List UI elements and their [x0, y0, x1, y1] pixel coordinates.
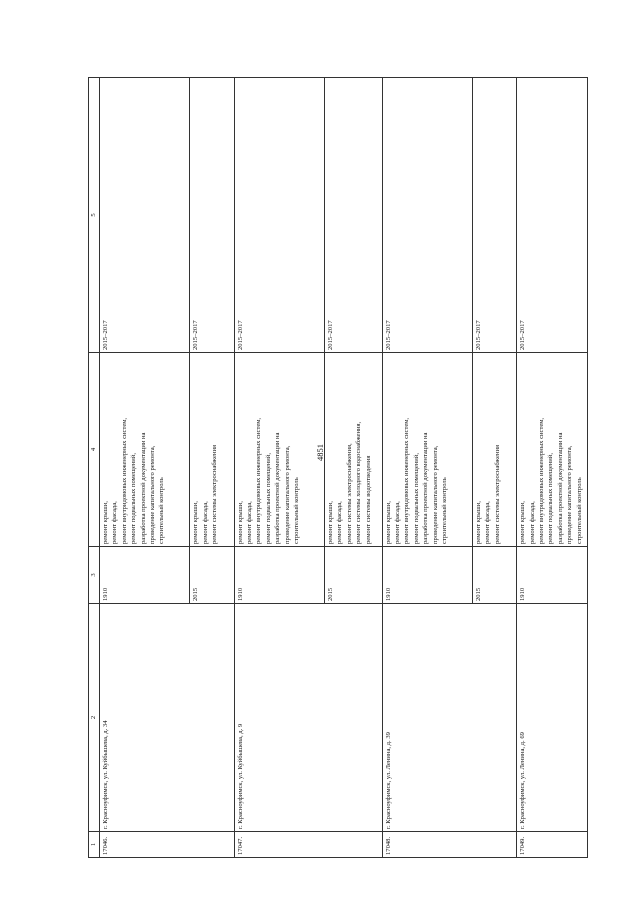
header-cell: 4 — [89, 353, 100, 547]
work-item: ремонт внутридомовых инженерных систем, — [403, 417, 411, 544]
works-cell — [517, 353, 588, 547]
work-item: ремонт подвальных помещений, — [547, 453, 555, 544]
works-cell — [473, 353, 517, 547]
year-cell: 1910 — [382, 547, 472, 604]
work-item: ремонт крыши, — [236, 501, 244, 544]
works-cell — [234, 353, 324, 547]
year-cell: 1910 — [234, 547, 324, 604]
work-item: разработка проектной документации на — [556, 432, 564, 544]
period-cell: 2015–2017 — [190, 78, 234, 353]
period-cell: 2015–2017 — [382, 78, 472, 353]
work-item: проведение капитального ремонта, — [431, 445, 439, 544]
table-row — [100, 78, 190, 858]
row-number-cell: 17046. — [100, 832, 235, 858]
address-cell: г. Красноуфимск, ул. Куйбышева, д. 34 — [100, 604, 235, 832]
work-item: ремонт фасада, — [201, 501, 209, 544]
work-item: проведение капитального ремонта, — [566, 445, 574, 544]
row-number-cell: 17048. — [382, 832, 517, 858]
period-cell: 2015–2017 — [517, 78, 588, 353]
table-row — [382, 78, 472, 858]
work-item: ремонт системы водоотведения — [364, 455, 372, 544]
work-item: проведение капитального ремонта, — [283, 445, 291, 544]
work-item: ремонт крыши, — [102, 501, 109, 544]
work-item: ремонт внутридомовых инженерных систем, — [255, 417, 263, 544]
address-cell: г. Красноуфимск, ул. Ленина, д. 69 — [517, 604, 588, 832]
year-cell: 2015 — [473, 547, 517, 604]
address-cell: г. Красноуфимск, ул. Куйбышева, д. 9 — [234, 604, 382, 832]
work-item: строительный контроль — [158, 477, 166, 544]
work-item: ремонт подвальных помещений, — [130, 453, 138, 544]
work-item: ремонт фасада, — [246, 501, 254, 544]
header-cell: 1 — [89, 832, 100, 858]
work-item: ремонт фасада, — [394, 501, 402, 544]
period-cell: 2015–2017 — [234, 78, 324, 353]
header-row — [89, 78, 100, 858]
table-body — [100, 78, 588, 858]
works-cell — [325, 353, 383, 547]
work-item: ремонт системы электроснабжения — [211, 444, 219, 544]
work-item: ремонт крыши, — [192, 501, 200, 544]
work-item: разработка проектной документации на — [422, 432, 430, 544]
work-item: ремонт крыши, — [475, 501, 483, 544]
year-cell: 1910 — [517, 547, 588, 604]
row-number-cell: 17049. — [517, 832, 588, 858]
table-row — [517, 78, 588, 858]
work-item: разработка проектной документации на — [139, 432, 147, 544]
work-item: строительный контроль — [293, 477, 301, 544]
address-cell: г. Красноуфимск, ул. Ленина, д. 39 — [382, 604, 517, 832]
work-item: ремонт фасада, — [336, 501, 344, 544]
table-row — [234, 78, 324, 858]
period-cell: 2015–2017 — [473, 78, 517, 353]
work-item: ремонт внутридомовых инженерных систем, — [120, 417, 128, 544]
rotated-table-container — [88, 78, 588, 858]
work-item: ремонт крыши, — [519, 501, 527, 544]
header-cell: 5 — [89, 78, 100, 353]
work-item: ремонт фасада, — [484, 501, 492, 544]
year-cell: 2015 — [325, 547, 383, 604]
work-item: ремонт крыши, — [327, 501, 335, 544]
work-item: ремонт крыши, — [384, 501, 392, 544]
period-cell: 2015–2017 — [325, 78, 383, 353]
header-cell: 3 — [89, 547, 100, 604]
work-item: строительный контроль — [441, 477, 449, 544]
work-item: ремонт внутридомовых инженерных систем, — [538, 417, 546, 544]
works-cell — [100, 353, 190, 547]
work-item: проведение капитального ремонта, — [149, 445, 157, 544]
work-item: строительный контроль — [575, 477, 583, 544]
work-item: ремонт системы электроснабжения — [493, 444, 501, 544]
work-item: разработка проектной документации на — [274, 432, 282, 544]
work-item: ремонт системы холодного водоснабжения, — [355, 421, 363, 544]
work-item: ремонт фасада, — [528, 501, 536, 544]
works-cell — [382, 353, 472, 547]
page-number: 4851 — [315, 444, 325, 462]
header-cell: 2 — [89, 604, 100, 832]
works-cell — [190, 353, 234, 547]
repair-schedule-table — [88, 77, 588, 858]
work-item: ремонт фасада, — [111, 501, 119, 544]
year-cell: 1910 — [100, 547, 190, 604]
work-item: ремонт системы электроснабжения, — [345, 443, 353, 544]
row-number-cell: 17047. — [234, 832, 382, 858]
year-cell: 2015 — [190, 547, 234, 604]
work-item: ремонт подвальных помещений, — [264, 453, 272, 544]
work-item: ремонт подвальных помещений, — [412, 453, 420, 544]
period-cell: 2015–2017 — [100, 78, 190, 353]
